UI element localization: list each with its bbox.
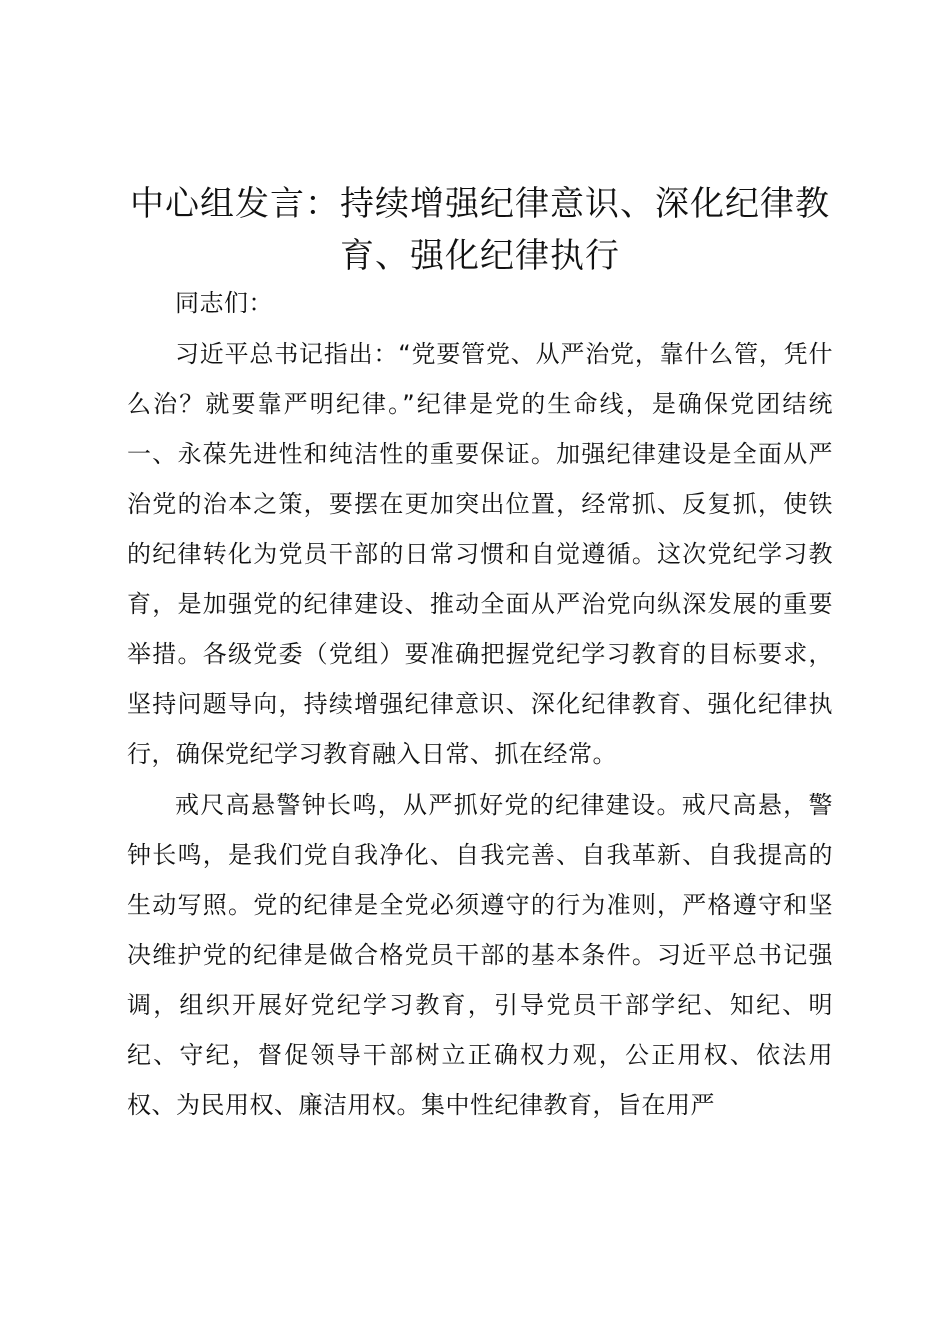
document-body: [127, 278, 833, 1130]
body-paragraph: 习近平总书记指出：“党要管党、从严治党，靠什么管，凭什么治？就要靠严明纪律。”纪律是党的生命线，是确保党团结统一、永葆先进性和纯洁性的重要保证。加强纪律建设是全面从严治党的治本之策，要摆在更加突出位置，经常抓、反复抓，使铁的纪律转化为党员干部的日常习惯和自觉遵循。这次党纪学习教育，是加强党的纪律建设、推动全面从严治党向纵深发展的重要举措。各级党委（党组）要准确把握党纪学习教育的目标要求，坚持问题导向，持续增强纪律意识、深化纪律教育、强化纪律执行，确保党纪学习教育融入日常、抓在经常。: [127, 340, 833, 768]
salutation-paragraph: 同志们：: [175, 289, 273, 317]
document-title: 中心组发言：持续增强纪律意识、深化纪律教育、强化纪律执行: [130, 184, 830, 276]
body-paragraph: 戒尺高悬警钟长鸣，从严抓好党的纪律建设。戒尺高悬，警钟长鸣，是我们党自我净化、自我完善、自我革新、自我提高的生动写照。党的纪律是全党必须遵守的行为准则，严格遵守和坚决维护党的纪律是做合格党员干部的基本条件。习近平总书记强调，组织开展好党纪学习教育，引导党员干部学纪、知纪、明纪、守纪，督促领导干部树立正确权力观，公正用权、依法用权、为民用权、廉洁用权。集中性纪律教育，旨在用严: [127, 791, 833, 1119]
